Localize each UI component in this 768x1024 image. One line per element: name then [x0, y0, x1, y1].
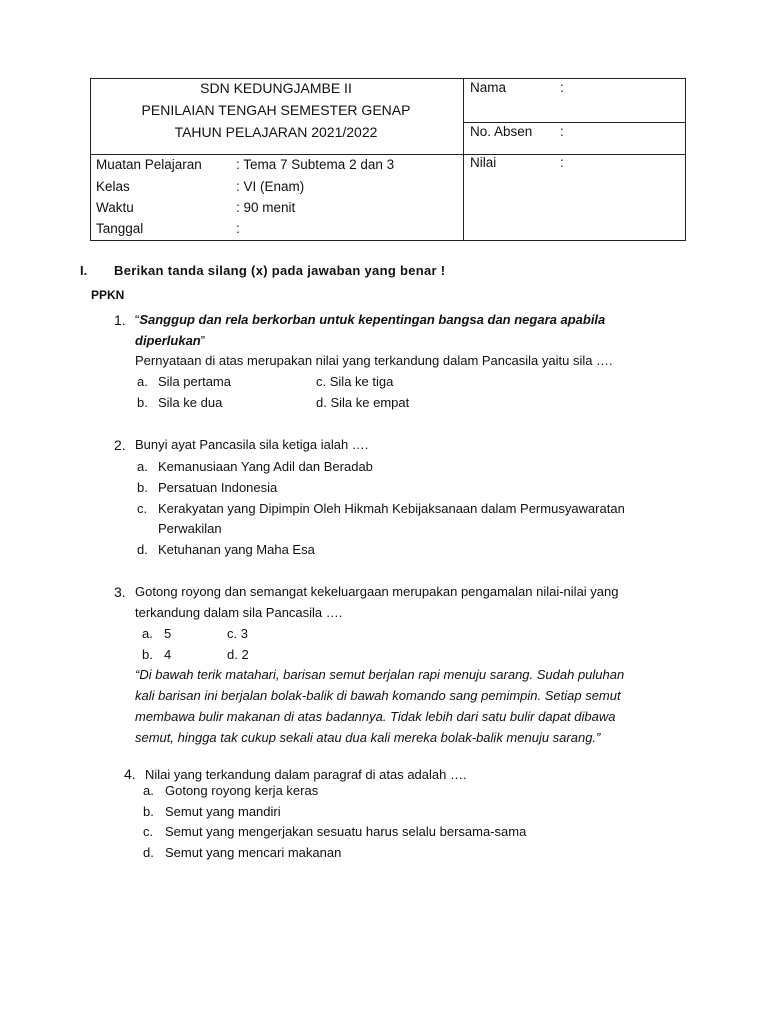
q2-option-b[interactable] — [137, 480, 278, 495]
q1-statement: Pernyataan di atas merupakan nilai yang terkandung dalam Pancasila yaitu sila …. — [135, 353, 613, 368]
q4-option-b[interactable] — [143, 804, 281, 819]
info-value-class: : VI (Enam) — [236, 179, 305, 194]
absen-field[interactable] — [570, 124, 680, 150]
option-letter: d. — [143, 845, 154, 860]
nama-colon: : — [560, 80, 564, 95]
q2-number: 2. — [114, 437, 126, 453]
school-year: TAHUN PELAJARAN 2021/2022 — [174, 124, 378, 140]
info-value-subject: : Tema 7 Subtema 2 dan 3 — [236, 157, 395, 172]
q1-quote-close: ” — [200, 333, 206, 348]
option-text: Gotong royong kerja keras — [165, 783, 319, 798]
option-letter: a. — [143, 783, 154, 798]
absen-label: No. Absen — [470, 124, 533, 139]
option-text: Sila pertama — [158, 374, 231, 389]
option-letter: d. — [137, 542, 148, 557]
q2-option-c[interactable] — [137, 501, 625, 516]
option-text: Kemanusiaan Yang Adil dan Beradab — [158, 459, 373, 474]
q4-number: 4. — [124, 766, 136, 782]
option-text: Sila ke empat — [330, 395, 410, 410]
nilai-label: Nilai — [470, 155, 497, 170]
q4-option-c[interactable] — [143, 824, 527, 839]
info-label-class: Kelas — [96, 179, 130, 194]
q4-text: Nilai yang terkandung dalam paragraf di atas adalah …. — [145, 767, 467, 782]
option-letter: b. — [137, 395, 148, 410]
q1-quote-text2: diperlukan — [135, 333, 201, 348]
option-text: Semut yang mandiri — [165, 804, 281, 819]
q1-option-b[interactable] — [137, 395, 223, 410]
option-letter: b. — [143, 804, 154, 819]
option-text: Ketuhanan yang Maha Esa — [158, 542, 315, 557]
q2-text: Bunyi ayat Pancasila sila ketiga ialah …. — [135, 437, 369, 452]
option-letter: b. — [137, 480, 148, 495]
option-text: Semut yang mengerjakan sesuatu harus selalu bersama-sama — [165, 824, 527, 839]
q2-option-c-cont: Perwakilan — [158, 521, 222, 536]
section-instruction: Berikan tanda silang (x) pada jawaban yang benar ! — [114, 263, 446, 278]
identity-divider — [463, 122, 686, 123]
q1-quote-text1: Sanggup dan rela berkorban untuk kepentingan bangsa dan negara apabila — [139, 312, 606, 327]
q3-option-b[interactable] — [142, 647, 172, 662]
info-value-date: : — [236, 221, 240, 236]
info-value-time: : 90 menit — [236, 200, 296, 215]
nilai-colon: : — [560, 155, 564, 170]
q1-quote-line1 — [135, 312, 605, 327]
option-text: Sila ke tiga — [329, 374, 394, 389]
story-paragraph-line4: semut, hingga tak cukup sekali atau dua kali mereka bolak-balik menuju sarang.” — [135, 730, 601, 745]
q1-quote-open: “ — [135, 312, 140, 327]
q2-option-a[interactable] — [137, 459, 373, 474]
q3-option-c[interactable]: c. 3 — [227, 626, 248, 641]
option-letter: c. — [316, 374, 327, 389]
q1-quote-line2 — [135, 333, 205, 348]
exam-title: PENILAIAN TENGAH SEMESTER GENAP — [141, 102, 411, 118]
option-text: 4 — [164, 647, 172, 662]
option-text: Sila ke dua — [158, 395, 223, 410]
nilai-field[interactable] — [570, 156, 680, 236]
subject-label: PPKN — [91, 288, 125, 302]
option-letter: a. — [137, 459, 148, 474]
q4-option-a[interactable] — [143, 783, 319, 798]
option-text: 5 — [164, 626, 172, 641]
absen-colon: : — [560, 124, 564, 139]
info-label-subject: Muatan Pelajaran — [96, 157, 202, 172]
option-letter: c. — [137, 501, 148, 516]
q1-option-a[interactable] — [137, 374, 231, 389]
nama-label: Nama — [470, 80, 507, 95]
q1-option-d[interactable] — [316, 395, 409, 410]
option-letter: a. — [142, 626, 153, 641]
option-letter: b. — [142, 647, 153, 662]
option-letter: d. — [316, 395, 327, 410]
option-text: Semut yang mencari makanan — [165, 845, 342, 860]
info-label-time: Waktu — [96, 200, 134, 215]
story-paragraph-line1: “Di bawah terik matahari, barisan semut berjalan rapi menuju sarang. Sudah puluhan — [135, 667, 625, 682]
info-label-date: Tanggal — [96, 221, 144, 236]
q2-option-d[interactable] — [137, 542, 315, 557]
q3-option-a[interactable] — [142, 626, 172, 641]
nama-field[interactable] — [570, 80, 680, 120]
option-letter: c. — [143, 824, 154, 839]
q3-text-line1: Gotong royong dan semangat kekeluargaan merupakan pengamalan nilai-nilai yang — [135, 584, 619, 599]
section-number: I. — [80, 263, 88, 278]
story-paragraph-line3: membawa bulir makanan di atas badannya. Tidak lebih dari satu bulir dapat dibawa — [135, 709, 616, 724]
school-name: SDN KEDUNGJAMBE II — [200, 80, 352, 96]
option-text: Persatuan Indonesia — [158, 480, 278, 495]
q1-option-c[interactable] — [316, 374, 393, 389]
option-text: Kerakyatan yang Dipimpin Oleh Hikmah Kebijaksanaan dalam Permusyawaratan — [158, 501, 625, 516]
story-paragraph-line2: kali barisan ini berjalan bolak-balik di bawah komando sang pemimpin. Setiap semut — [135, 688, 621, 703]
q1-number: 1. — [114, 312, 126, 328]
q3-text-line2: terkandung dalam sila Pancasila …. — [135, 605, 343, 620]
q3-option-d[interactable]: d. 2 — [227, 647, 249, 662]
q3-number: 3. — [114, 584, 126, 600]
option-letter: a. — [137, 374, 148, 389]
q4-option-d[interactable] — [143, 845, 342, 860]
